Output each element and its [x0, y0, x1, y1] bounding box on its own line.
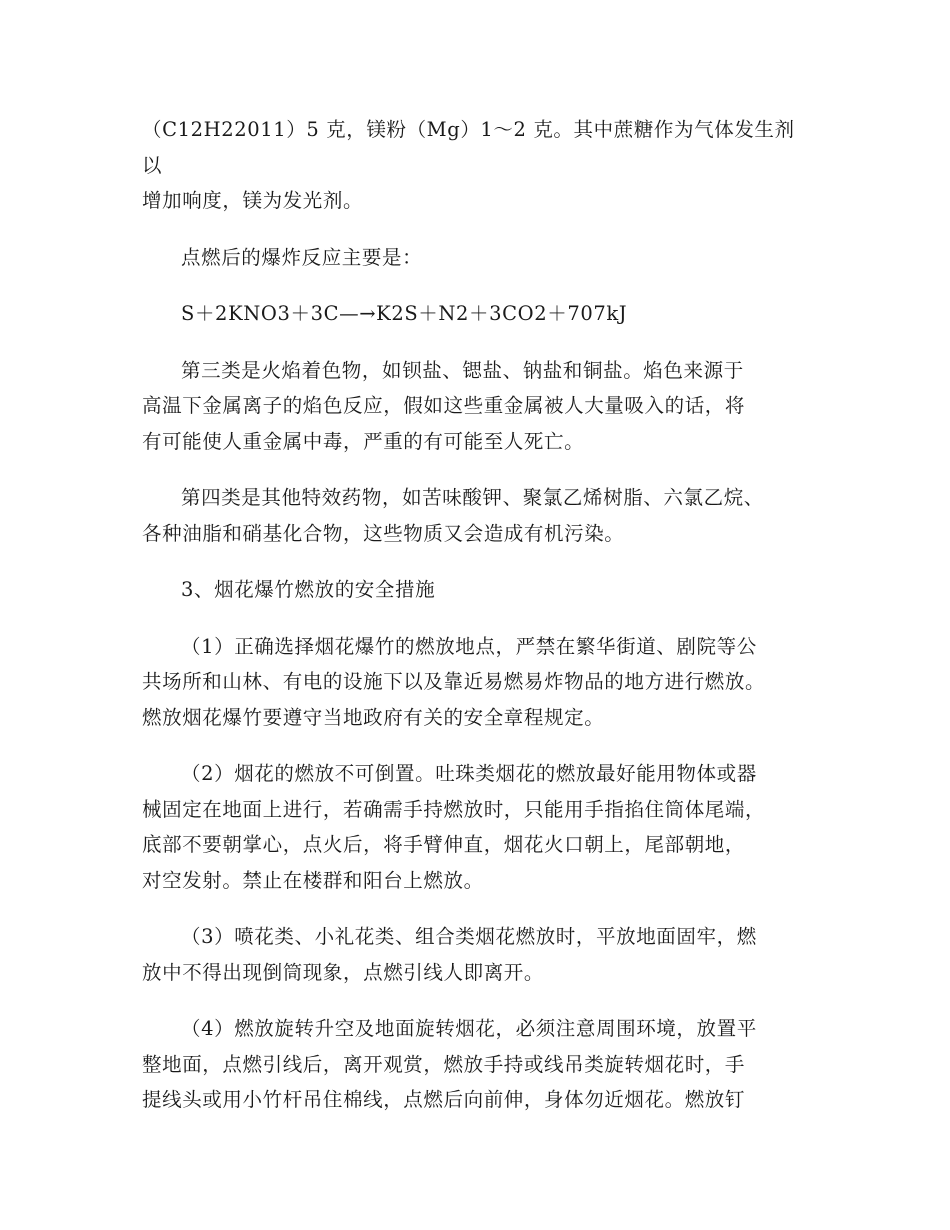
paragraph-special-agents: 第四类是其他特效药物，如苦味酸钾、聚氯乙烯树脂、六氯乙烷、 各种油脂和硝基化合物，这些物质又会造成有机污染。	[142, 486, 764, 545]
paragraph-measure-1: （1）正确选择烟花爆竹的燃放地点，严禁在繁华街道、剧院等公 共场所和山林、有电的设施下以及靠近易燃易炸物品的地方进行燃放。 燃放烟花爆竹要遵守当地政府有关的安全章程规定。	[142, 634, 766, 729]
paragraph-formula-continuation: （C12H22011）5 克，镁粉（Mg）1～2 克。其中蔗糖作为气体发生剂以 增加响度，镁为发光剂。	[142, 118, 795, 212]
paragraph-measure-2: （2）烟花的燃放不可倒置。吐珠类烟花的燃放最好能用物体或器 械固定在地面上进行，若确需手持燃放时，只能用手指掐住筒体尾端， 底部不要朝掌心，点火后，将手臂伸直，烟花火口朝上，尾部朝地， 对空发射。禁止在楼群和阳台上燃放。	[142, 762, 766, 892]
paragraph-measure-4: （4）燃放旋转升空及地面旋转烟花，必须注意周围环境，放置平 整地面，点燃引线后，离开观赏，燃放手持或线吊类旋转烟花时，手 提线头或用小竹杆吊住棉线，点燃后向前伸，身体勿近烟花。燃放钉	[142, 1017, 757, 1111]
paragraph-measure-3: （3）喷花类、小礼花类、组合类烟花燃放时，平放地面固牢，燃 放中不得出现倒筒现象，点燃引线人即离开。	[142, 925, 757, 984]
paragraph-reaction-equation: S＋2KNO3＋3C—→K2S＋N2＋3CO2＋707kJ	[181, 302, 628, 325]
paragraph-flame-colorants: 第三类是火焰着色物，如钡盐、锶盐、钠盐和铜盐。焰色来源于 高温下金属离子的焰色反应，假如这些重金属被人大量吸入的话，将 有可能使人重金属中毒，严重的有可能至人死亡。	[142, 358, 746, 453]
document-body	[142, 112, 812, 1139]
paragraph-reaction-intro: 点燃后的爆炸反应主要是：	[181, 245, 423, 269]
section-heading-safety-measures: 3、烟花爆竹燃放的安全措施	[181, 578, 436, 601]
